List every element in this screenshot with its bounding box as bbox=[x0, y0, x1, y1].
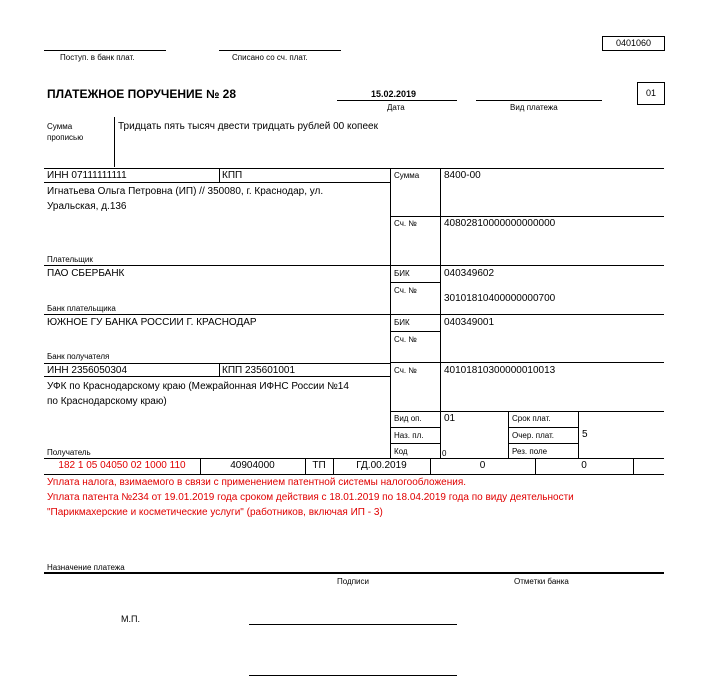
amount-words: Тридцать пять тысяч двести тридцать рублей 00 копеек bbox=[118, 121, 378, 132]
date-value: 15.02.2019 bbox=[371, 89, 417, 99]
tax-basis: ТП bbox=[312, 460, 326, 471]
vid-op-value: 01 bbox=[444, 413, 456, 424]
signatures-label: Подписи bbox=[337, 577, 369, 586]
tax-oktmo: 40904000 bbox=[230, 460, 275, 471]
grid-line bbox=[44, 376, 390, 377]
grid-line bbox=[390, 443, 440, 444]
debited-line bbox=[219, 50, 341, 51]
srok-label: Срок плат. bbox=[512, 414, 551, 423]
ocher-label: Очер. плат. bbox=[512, 431, 555, 440]
signature-line-2 bbox=[249, 675, 457, 676]
grid-line bbox=[44, 265, 664, 266]
page-title: ПЛАТЕЖНОЕ ПОРУЧЕНИЕ № 28 bbox=[47, 87, 237, 101]
grid-line bbox=[44, 314, 664, 315]
grid-line bbox=[508, 411, 509, 458]
date-line bbox=[337, 100, 457, 101]
grid-line bbox=[390, 216, 664, 217]
payer-inn: ИНН 07111111111 bbox=[47, 170, 127, 181]
rez-label: Рез. поле bbox=[512, 447, 548, 456]
grid-line bbox=[44, 363, 390, 364]
grid-line bbox=[633, 458, 634, 474]
amount-words-divider bbox=[114, 117, 115, 167]
payee-acc: 40101810300000010013 bbox=[444, 365, 556, 376]
sum-label: Сумма bbox=[394, 171, 420, 180]
stamp-label: М.П. bbox=[121, 614, 140, 624]
purpose-line-3: "Парикмахерские и косметические услуги" (работников, включая ИП - 3) bbox=[47, 507, 383, 518]
sum-value: 8400-00 bbox=[444, 170, 481, 181]
grid-line bbox=[390, 282, 440, 283]
debited-label: Списано со сч. плат. bbox=[232, 53, 308, 62]
grid-line bbox=[44, 168, 664, 169]
status-code-box: 01 bbox=[637, 82, 665, 105]
payer-bank-acc-label: Сч. № bbox=[394, 286, 417, 295]
grid-line bbox=[390, 168, 391, 458]
payer-bik-label: БИК bbox=[394, 269, 410, 278]
payer-name-1: Игнатьева Ольга Петровна (ИП) // 350080, г. Краснодар, ул. bbox=[47, 186, 324, 197]
naz-pl-label: Наз. пл. bbox=[394, 431, 424, 440]
amount-words-label: Сумма прописью bbox=[47, 122, 84, 142]
payee-label: Получатель bbox=[47, 448, 91, 457]
kod-value: 0 bbox=[442, 449, 447, 458]
received-line bbox=[44, 50, 166, 51]
grid-line bbox=[508, 443, 578, 444]
bank-marks-label: Отметки банка bbox=[514, 577, 569, 586]
signature-line-1 bbox=[249, 624, 457, 625]
payee-name-2: по Краснодарскому краю) bbox=[47, 396, 167, 407]
payee-kpp: КПП 235601001 bbox=[222, 365, 296, 376]
grid-line bbox=[44, 474, 664, 475]
purpose-line-1: Уплата налога, взимаемого в связи с применением патентной системы налогообложения. bbox=[47, 477, 467, 488]
kod-label: Код bbox=[394, 447, 408, 456]
payer-bik: 040349602 bbox=[444, 268, 495, 279]
payee-bank-acc-label: Сч. № bbox=[394, 335, 417, 344]
form-code: 0401060 bbox=[602, 36, 665, 51]
grid-line bbox=[44, 182, 390, 183]
received-label: Поступ. в банк плат. bbox=[60, 53, 135, 62]
purpose-label: Назначение платежа bbox=[47, 563, 125, 572]
grid-line bbox=[390, 331, 440, 332]
payer-bank-label: Банк плательщика bbox=[47, 304, 116, 313]
tax-doc-number: 0 bbox=[479, 460, 486, 471]
grid-line bbox=[390, 411, 664, 412]
payee-bik-label: БИК bbox=[394, 318, 410, 327]
payer-account-label: Сч. № bbox=[394, 219, 417, 228]
payer-kpp-label: КПП bbox=[222, 170, 243, 181]
tax-period: ГД.00.2019 bbox=[356, 460, 407, 471]
payee-bik: 040349001 bbox=[444, 317, 495, 328]
grid-line bbox=[390, 427, 440, 428]
purpose-line-2: Уплата патента №234 от 19.01.2019 года сроком действия с 18.01.2019 по 18.04.2019 года по виду деятельности bbox=[47, 492, 574, 503]
grid-line bbox=[219, 168, 220, 182]
payee-bank-label: Банк получателя bbox=[47, 352, 110, 361]
payer-account: 40802810000000000000 bbox=[444, 218, 556, 229]
payment-type-label: Вид платежа bbox=[510, 103, 558, 112]
grid-line bbox=[44, 458, 664, 459]
grid-line bbox=[390, 362, 664, 363]
payee-inn: ИНН 2356050304 bbox=[47, 365, 128, 376]
date-label: Дата bbox=[387, 103, 405, 112]
ocher-value: 5 bbox=[582, 429, 588, 440]
payer-label: Плательщик bbox=[47, 255, 93, 264]
payer-name-2: Уральская, д.136 bbox=[47, 201, 127, 212]
grid-line bbox=[440, 168, 441, 458]
grid-line bbox=[508, 427, 578, 428]
payer-bank-name: ПАО СБЕРБАНК bbox=[47, 268, 125, 279]
payer-bank-acc: 30101810400000000700 bbox=[444, 293, 556, 304]
payee-bank-name: ЮЖНОЕ ГУ БАНКА РОССИИ Г. КРАСНОДАР bbox=[47, 317, 257, 328]
purpose-bottom-line bbox=[44, 572, 664, 574]
tax-doc-date: 0 bbox=[581, 460, 587, 471]
payee-name-1: УФК по Краснодарскому краю (Межрайонная ИФНС России №14 bbox=[47, 381, 349, 392]
tax-kbk: 182 1 05 04050 02 1000 110 bbox=[58, 460, 186, 471]
payee-acc-label: Сч. № bbox=[394, 366, 417, 375]
grid-line bbox=[578, 411, 579, 458]
grid-line bbox=[219, 363, 220, 376]
vid-op-label: Вид оп. bbox=[394, 414, 422, 423]
payment-type-line bbox=[476, 100, 602, 101]
